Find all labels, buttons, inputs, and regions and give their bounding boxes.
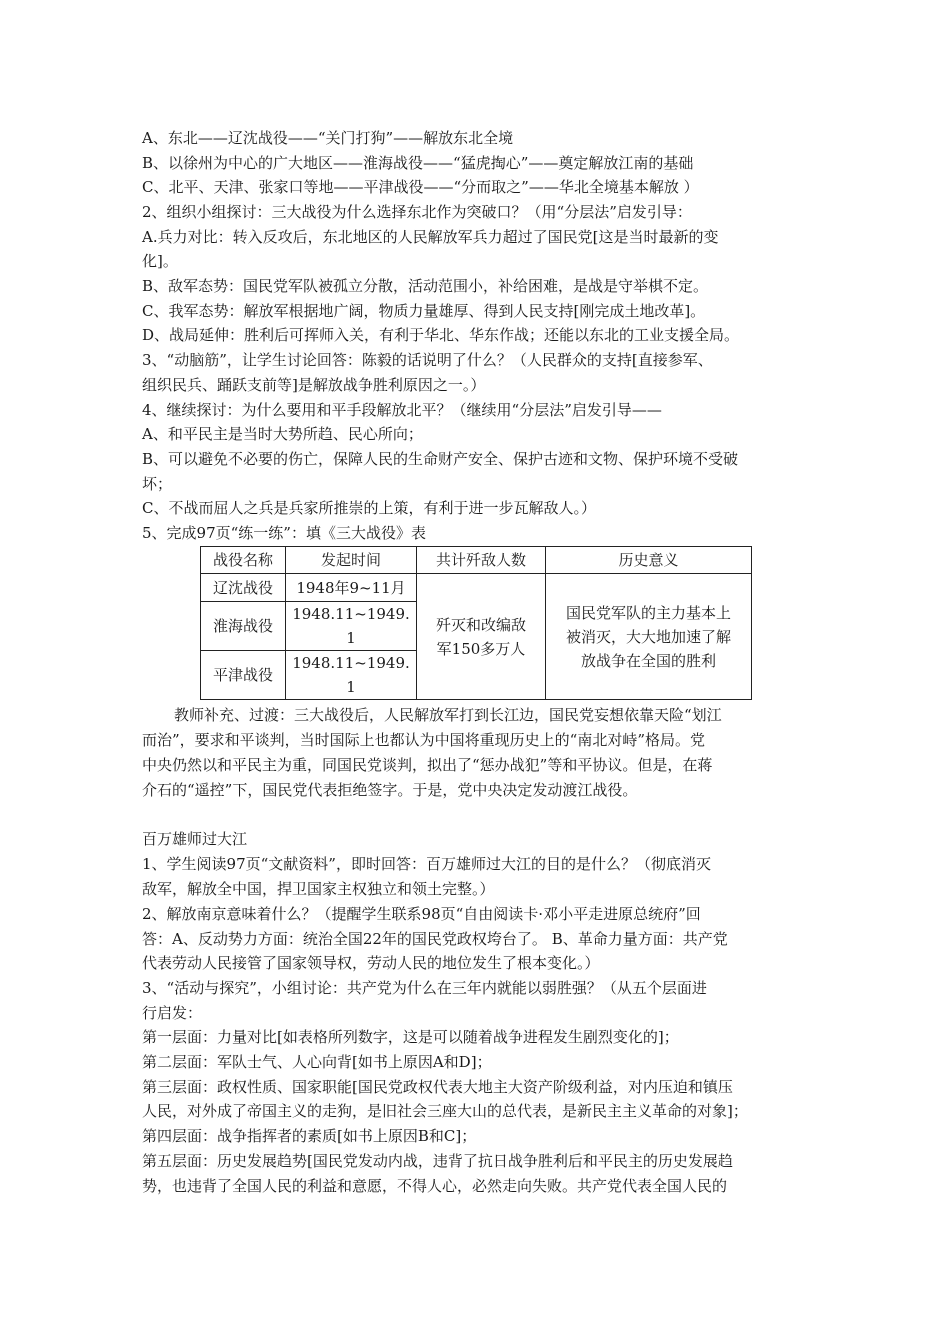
significance-cell <box>546 574 752 700</box>
significance-line-2: 被消灭，大大地加速了解 <box>565 627 731 646</box>
battle-name-pingjin: 平津战役 <box>201 651 286 700</box>
q4-point-b: B、可以避免不必要的伤亡，保障人民的生命财产安全、保护古迹和文物、保护环境不受破 <box>142 450 739 468</box>
level-3: 第三层面：政权性质、国家职能[国民党政权代表大地主大资产阶级利益，对内压迫和镇压 <box>142 1078 733 1096</box>
option-c-pingjin: C、北平、天津、张家口等地——平津战役——“分而取之”——华北全境基本解放 ） <box>142 178 699 196</box>
point-d-extension: D、战局延伸：胜利后可挥师入关，有利于华北、华东作战；还能以东北的工业支援全局。 <box>142 326 740 344</box>
battle-time-pingjin <box>286 651 417 700</box>
level-1: 第一层面：力量对比[如表格所列数字，这是可以随着战争进程发生剧烈变化的]； <box>142 1028 679 1046</box>
three-battles-table <box>200 546 752 700</box>
b-question-2-cont2: 代表劳动人民接管了国家领导权，劳动人民的地位发生了根本变化。） <box>142 954 600 972</box>
battle-time-pingjin-b: 1 <box>346 678 356 696</box>
battle-time-huaihai-a: 1948.11~1949. <box>292 605 410 623</box>
level-3-cont: 人民，对外成了帝国主义的走狗，是旧社会三座大山的总代表，是新民主主义革命的对象]； <box>142 1102 748 1120</box>
enemy-count-line-2: 军150多万人 <box>436 639 526 658</box>
question-5: 5、完成97页“练一练”：填《三大战役》表 <box>142 524 426 542</box>
battle-time-huaihai <box>286 602 417 651</box>
question-3: 3、“动脑筋”，让学生讨论回答：陈毅的话说明了什么？（人民群众的支持[直接参军、 <box>142 351 713 369</box>
level-5: 第五层面：历史发展趋势[国民党发动内战，违背了抗日战争胜利后和平民主的历史发展趋 <box>142 1152 733 1170</box>
point-c-ourforce: C、我军态势：解放军根据地广阔，物质力量雄厚、得到人民支持[刚完成土地改革]。 <box>142 302 706 320</box>
battle-time-liaoshen: 1948年9~11月 <box>286 574 417 602</box>
teacher-transition-line-3: 中央仍然以和平民主为重，同国民党谈判，拟出了“惩办战犯”等和平协议。但是，在蒋 <box>142 756 713 774</box>
point-a-cont: 化]。 <box>142 252 178 270</box>
level-5-cont: 势，也违背了全国人民的利益和意愿，不得人心，必然走向失败。共产党代表全国人民的 <box>142 1177 728 1195</box>
level-2: 第二层面：军队士气、人心向背[如书上原因A和D]； <box>142 1053 492 1071</box>
option-b-huaihai: B、以徐州为中心的广大地区——淮海战役——“猛虎掏心”——奠定解放江南的基础 <box>142 154 694 172</box>
enemy-count-line-1: 歼灭和改编敌 <box>435 615 526 634</box>
teacher-transition-line-1: 教师补充、过渡：三大战役后，人民解放军打到长江边，国民党妄想依靠天险“划江 <box>174 706 722 724</box>
question-4: 4、继续探讨：为什么要用和平手段解放北平？（继续用“分层法”启发引导—— <box>142 401 662 419</box>
b-question-2: 2、解放南京意味着什么？（提醒学生联系98页“自由阅读卡·邓小平走进原总统府”回 <box>142 905 701 923</box>
point-b-enemy: B、敌军态势：国民党军队被孤立分散，活动范围小，补给困难，是战是守举棋不定。 <box>142 277 709 295</box>
b-question-2-cont: 答：A、反动势力方面：统治全国22年的国民党政权垮台了。 B、革命力量方面：共产党 <box>142 930 728 948</box>
question-2: 2、组织小组探讨：三大战役为什么选择东北作为突破口？（用“分层法”启发引导： <box>142 203 692 221</box>
b-question-3: 3、“活动与探究”，小组讨论：共产党为什么在三年内就能以弱胜强？（从五个层面进 <box>142 979 707 997</box>
battle-time-pingjin-a: 1948.11~1949. <box>292 654 410 672</box>
table-row <box>201 574 752 602</box>
option-a-liaoshen: A、东北——辽沈战役——“关门打狗”——解放东北全境 <box>142 129 514 147</box>
battle-time-huaihai-b: 1 <box>346 629 356 647</box>
point-a-troops: A.兵力对比：转入反攻后，东北地区的人民解放军兵力超过了国民党[这是当时最新的变 <box>142 228 719 246</box>
b-question-1: 1、学生阅读97页“文献资料”，即时回答：百万雄师过大江的目的是什么？（彻底消灭 <box>142 855 711 873</box>
significance-line-1: 国民党军队的主力基本上 <box>565 603 731 622</box>
table-header-row <box>201 547 752 574</box>
battle-name-liaoshen: 辽沈战役 <box>201 574 286 602</box>
enemy-count-cell <box>417 574 546 700</box>
q4-point-b-cont: 坏； <box>142 475 173 493</box>
q4-point-c: C、不战而屈人之兵是兵家所推崇的上策，有利于进一步瓦解敌人。） <box>142 499 596 517</box>
battle-name-huaihai: 淮海战役 <box>201 602 286 651</box>
header-significance: 历史意义 <box>546 547 752 574</box>
teacher-transition-line-2: 而治”，要求和平谈判，当时国际上也都认为中国将重现历史上的“南北对峙”格局。党 <box>142 731 706 749</box>
question-3-cont: 组织民兵、踊跃支前等]是解放战争胜利原因之一。） <box>142 376 486 394</box>
level-4: 第四层面：战争指挥者的素质[如书上原因B和C]； <box>142 1127 477 1145</box>
b-question-3-cont: 行启发： <box>142 1004 203 1022</box>
header-start-time: 发起时间 <box>286 547 417 574</box>
header-battle-name: 战役名称 <box>201 547 286 574</box>
significance-line-3: 放战争在全国的胜利 <box>580 651 716 670</box>
q4-point-a: A、和平民主是当时大势所趋、民心所向； <box>142 425 423 443</box>
teacher-transition-line-4: 介石的“遥控”下，国民党代表拒绝签字。于是，党中央决定发动渡江战役。 <box>142 781 638 799</box>
header-enemy-count: 共计歼敌人数 <box>417 547 546 574</box>
section-title: 百万雄师过大江 <box>142 830 248 848</box>
b-question-1-cont: 敌军，解放全中国，捍卫国家主权独立和领土完整。） <box>142 880 495 898</box>
